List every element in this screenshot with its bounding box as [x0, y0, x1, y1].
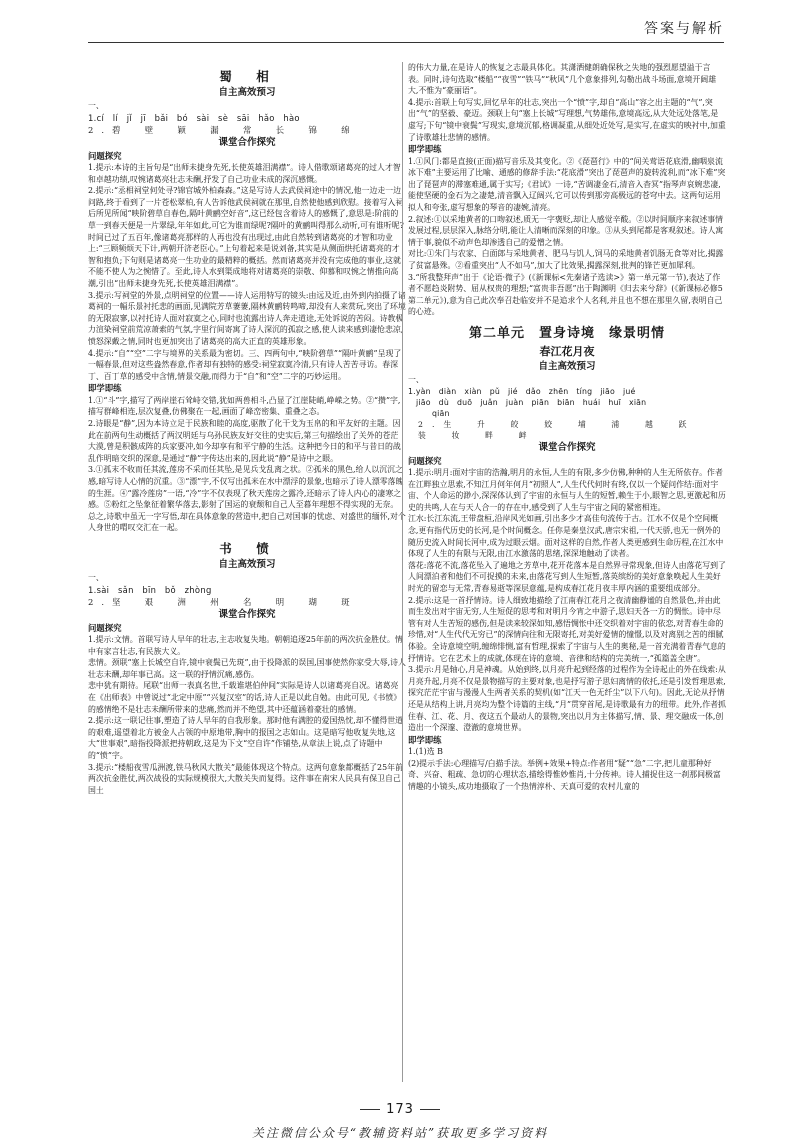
exercise-2: 2.诗眼是“静”,因为本诗立足于民族和睦的高度,驱散了化干戈为玉帛的和平友好的主题。因此在前两句生动概括了两汉明廷与乌孙民族友好交往的史实后,第三句描绘出了关外的苍茫大漠,曾是积骸成阵的兵家要冲,如今却享有和平宁静的生活。这种把今日的和平与昔日的战乱作明暗交织的深意,是通过“静”字传达出来的,因此说“静”是诗中之眼。	[88, 419, 401, 463]
section-yi: 一、	[88, 101, 104, 110]
qa-heading-3: 问题探究	[408, 455, 442, 466]
answer-q2: 2.提示:“丞相祠堂何处寻?锦官城外柏森森。”这是写诗人去武侯祠途中的情况,他一边走一边问路,终于看到了一片苍松翠柏,有人告诉他武侯祠就在那里,自然使他感到欣慰。接着写入祠后所见所闻“映阶碧草自春色,隔叶黄鹂空好音”,这已经包含着诗人的感慨了,意思是:阶前的草一到春天便是一片翠绿,年年如此,可它为谁而绿呢?隔叶的黄鹂叫得那么动听,可有谁听呢?时间已过了五百年,像诸葛亮那样的人再也没有出现过,由此自然转到诸葛亮的才智和功业上:“三顾频烦天下计,两朝开济老臣心。”上句着起来是说刘备,其实是从侧面烘托诸葛亮的才智和抱负;下句则是诸葛亮一生功业的最精粹的概括。然而诸葛亮并没有完成他的事业,这就不能不使人为之惋惜了。至此,诗人水到渠成地将对诸葛亮的崇敬、仰慕和叹惋之情推向高潮,引出“出师未捷身先死,长使英雄泪满襟”。	[88, 186, 404, 289]
exercise-cj-1: 1.(1)选 B	[408, 747, 443, 757]
answer-shufen-3-cont: 的伟大力量,在是诗人的恢复之志最具体化。其潇洒健朗确保秋之失地的强烈愿望溢于言表。同时,诗句选取“楼船”“夜雪”“铁马”“秋风”几个意象排列,勾勒出战斗场面,意境开阔雄大,不惟为“豪丽语”。	[408, 63, 717, 96]
section-yi-3: 一、	[408, 374, 424, 384]
section-yi-2: 一、	[88, 573, 104, 582]
answer-cj-1c: 落花:落花不流,落花坠入了遍地之芳草中,花开花落本是自然界寻常现象,但诗人由落花写到了人间漂泊者和他们不可捉摸的未来,由落花写到人生短暂,落英缤纷的美好意象唤起人生美好时光的留恋与无常,青春易逝等深层意蕴,是构成春江花月夜丰厚内涵的重要组成部分。	[408, 560, 726, 593]
class-heading-2: 课堂合作探究	[218, 608, 276, 620]
exercise-1: 1.①“斗”字,描写了两岸崖石耸峙交错,犹如两兽相斗,凸显了江崖陡峭,峥嵘之势。②“攒”字,描写群峰相连,层次复叠,仿佛聚在一起,画面了峰峦密集、重叠之态。	[88, 395, 401, 417]
pinyin-answers: 1.cí lí jǐ jī bǎi bó sài sè sāi hǎo hào	[88, 112, 300, 123]
page-number	[0, 1102, 800, 1117]
right-column	[408, 62, 726, 1082]
preview-heading-2: 自主高效预习	[218, 559, 276, 570]
page-number-text: 173	[386, 1102, 414, 1117]
answer-cj-2: 2.提示:这是一首抒情诗。诗人细致地描绘了江南春江花月之夜清幽静谧的自然景色,并由此而生发出对宇宙无穷,人生短促的思考和对明月今宵之中游子,思妇天各一方的惆怅。诗中尽管有对人生苦短的感伤,但是读来较深如知,感悟惆怅中还交织着对宇宙的依恋,对青春生命的珍惜,对“人生代代无穷已”的深情向往和无限寄托,对美好爱情的憧憬,以及对离别之苦的细腻体验。全诗意境空明,缠绵悱恻,富有哲理,探索了宇宙与人生的奥秘,是一首充满着青春气息的抒情诗。它在艺术上的成就,体现在诗的意境、音律和结构的完美统一,“孤篇盖全唐”。	[408, 595, 726, 663]
exercise-cj-2: (2)提示手法:心理描写/白描手法。举例+效果+特点:作者用“疑”“急”二字,把儿童那种好奇、兴奋、粗疏、急切的心理状态,描绘得惟妙惟肖,十分传神。诗人捕捉住这一刹那间极富情趣的小镜头,成功地摄取了一个热情淳朴、天真可爱的农村儿童的	[408, 758, 721, 791]
lesson-title-shufen: 书 愤	[219, 541, 275, 556]
class-heading-3: 课堂合作探究	[538, 441, 596, 453]
qa-heading-2: 问题探究	[88, 622, 122, 633]
answer-shufen-4: 4.提示:首联上句写实,回忆早年的壮志,突出一个“愤”字,却自“高山”容之出主题的“气”,突出“气”的坚毅、豪迈。颈联上句“塞上长城”写理想,气势雄伟,意境高远,从大处远处落笔,是虚写;下句“镜中衰鬓”写现实,意境沉郁,格调凝重,从细处近处写,是实写,在虚实的映衬中,加重了诗歌雄壮悲情的感情。	[408, 97, 726, 142]
left-column	[88, 62, 406, 1082]
pinyin-row-3: qiān	[432, 408, 450, 418]
lesson-title-shuxiang: 蜀 相	[219, 69, 275, 84]
answer-q4: 4.提示:“自”“空”二字与境界的关系最为密切。三、四两句中,“映阶碧草”“隔叶黄鹂”呈现了一幅春景,但对这些盎然春意,作者却有独特的感受:祠堂寂寞冷清,只有诗人苦苦寻访。春深丁、百丁草的感受中含情,情景交融,而得力于“自”和“空”二字的巧妙运用。	[88, 348, 402, 381]
preview-heading: 自主高效预习	[218, 87, 276, 98]
answer-shufen-1c: 悲中犹有期待。尾联“出师一表真名世,千载谁堪伯仲间”实际是诗人以诸葛亮自况。诸葛亮在《出师表》中曾说过“北定中原”“兴复汉室”的话,诗人正是以此自勉。由此可见,《书愤》的感情绝不是壮志未酬所带来的悲痛,然而并不绝望,其中还蕴涵着豪壮的感情。	[88, 681, 402, 714]
pinyin-row-2: jiāo dù duō juǎn juàn piān biān huái huī xiān	[416, 397, 647, 407]
exercise-heading-2: 即学即练	[408, 144, 442, 155]
lesson-title-chunjiang: 春江花月夜	[539, 344, 595, 358]
hanzi-row: 2.生 升 皎 姣 埔 浦 越 跃 装 妆 畔 衅	[418, 419, 713, 440]
answer-cj-3: 3.提示:月是轴心,月是神魂。从始到终,以月亮升起到经落的过程作为全诗起止的外在线索:从月亮升起,月亮不仅是景物描写的主要对象,也是抒写游子思妇离情的依托,还是引发哲理思索,探究茫茫宇宙与漫漫人生两者关系的契机(如“江天一色无纤尘”以下八句)。因此,无论从抒情还是从结构上讲,月亮均为整个诗篇的主线,“月”贯穿首尾,是诗歌最有力的纽带。此外,作者抓住春、江、花、月、夜这五个最动人的景物,突出以月为主体描写,情、景、理交融成一体,创造出一个深邃、澄澈的意境世界。	[408, 665, 726, 733]
exercise-3: 3.①孤末不收而任其流,莲房不采而任其坠,是见兵戈乱离之状。②孤米的黑色,给人以沉沉之感,暗写诗人心情的沉重。③“漂”字,不仅写出孤米在水中漂浮的景象,也暗示了诗人漂零落魄的生涯。④“露冷莲房”一语,“冷”字不仅表现了秋天莲房之露冷,还暗示了诗人内心的凄寒之感。⑤粉红之坠象征着繁华落去,影射了国运的衰颓和自己人至暮年理想不得实现的无奈。总之,诗歌中虽无一字写悟,却在具体意象的营造中,把自己对国事的忧虑、对盛世的缅怀,对个人身世的喟叹交汇在一起。	[88, 465, 406, 533]
exercise-r1: 1.①风门:都是直接(正面)描写音乐及其变化。②《琵琶行》中的“间关莺语花底滑,幽咽泉流冰下难”主要运用了比喻、通感的修辞手法:“花底滑”突出了琵琶声的旋转流利,而“冰下难”突出了琵琶声的滞塞难通,属于实写;《君试》一诗,“苦调凄金石,清音入杳冥”指琴声哀婉悲凄,能使坚硬的金石为之凄楚,清音飘入辽阔兴,它可以传到那旁高极远的苍穹中去。这两句运用拟人和夸张,虚写想象的琴音的凄婉,清亮。	[408, 156, 726, 213]
footer-note: 关注微信公众号“教辅资料站”获取更多学习资料	[251, 1126, 549, 1140]
page-number-dash-right	[420, 1109, 440, 1110]
hanzi-answers-2: 2.坚 艰 洲 州 名 明 瑚 斑	[88, 596, 358, 607]
pinyin-answers-2: 1.sài sǎn bīn bǒ zhòng	[88, 584, 212, 595]
unit-title: 第二单元 置身诗境 缘景明情	[468, 325, 665, 341]
page-header	[0, 0, 800, 48]
qa-heading: 问题探究	[88, 150, 122, 161]
answer-cj-1: 1.提示:明月:面对宇宙的浩瀚,明月的永恒,人生的有限,多少仿佛,种种的人生无所依存。作者在江畔独立思索,不知江月何年何月“初照人”,人生代代何时有终,仅以一个疑问作结:面对宇宙、个人命运的渺小,深深体认到了宇宙的永恒与人生的短暂,赖生于小,眼智之思,更激起和历史的共鸣,人在与天人合一的存在中,感受到了人生与宇宙之间的紧密相连。	[408, 468, 726, 512]
header-title: 答案与解析	[644, 21, 724, 37]
answer-shufen-3: 3.提示:“楼船夜雪瓜洲渡,铁马秋风大散关”最能体现这个特点。这两句意象都概括了25年前两次抗金胜仗,两次战役的实际规模很大,大散关失而复得。这件事在南宋人民具有保卫自己国土	[88, 762, 403, 795]
preview-heading-3: 自主高效预习	[538, 360, 596, 372]
answer-q1: 1.提示:本诗的主旨句是“出师未捷身先死,长使英雄泪满襟”。诗人借歌颂诸葛亮的过人才智和卓越功绩,叹惋诸葛亮壮志未酬,抒发了自己功业未成的深沉感慨。	[88, 163, 401, 184]
hanzi-answers: 2.碧 壁 颖 漏 常 长 锦 绵	[88, 124, 358, 135]
exercise-heading-3: 即学即练	[408, 734, 442, 745]
exercise-r2b: 对比:①朱门与农家、白面郎与采地黄者、肥马与饥人,饲马的采地黄者饥肠无食等对比,揭露了贫富悬殊。②看重突出“人不如马”,加大了比效果,揭露深刻,批判的锋芒更加犀利。	[408, 249, 724, 270]
column-divider	[402, 62, 403, 1082]
class-heading: 课堂合作探究	[218, 136, 276, 148]
exercise-heading: 即学即练	[88, 383, 122, 394]
page-number-dash-left	[360, 1109, 380, 1110]
pinyin-row-1: 1.yàn diàn xiàn pǔ jié dǎo zhēn tíng jiāo jué	[408, 386, 636, 396]
exercise-r3: 3.“所我整拜声”出于《论语·微子》(《新课标<先秦诸子选读>》第一单元第一节),表达了作者不愿趋炎附势、屈从权贵的理想;“富贵非吾愿”出于陶渊明《归去来兮辞》(《新课标必修5第二单元》),意为自己此次奉召赴临安并不是追求个人名利,并且也不想在那里久留,表明自己的心迹。	[408, 272, 723, 317]
answer-shufen-2: 2.提示:这一联记往事,塑造了诗人早年的自我形象。那时他有满腔的爱国热忱,却不懂得世道的艰难,遥望着北方被金人占领的中原地带,胸中的报国之志如山。这是暗写他收复失地,这大“世事艰”,暗指投降派把持朝政,这是为下文“空自许”作铺垫,从章法上说,点了诗题中的“愤”字。	[88, 716, 404, 761]
header-rule	[88, 42, 724, 43]
answer-shufen-1b: 悲情。颈联“塞上长城空自许,镜中衰鬓已先斑”,由于投降派的误国,国事使然你家受大辱,诗人壮志未酬,却年事已高。这一联的抒情沉痛,感伤。	[88, 658, 406, 679]
answer-q3: 3.提示:写祠堂的外景,点明祠堂的位置——诗人运用特写的镜头:由远及近,由外到内拍摄了诸葛祠的一幅乐景衬托悲的画面,见满院芳草萋萋,隔林黄鹂转鸣啼,却没有人来赏玩,突出了环境的无限寂寥,以衬托诗人面对寂寞之心,同时也流露出诗人奔走道途,无处诉说的苦闷。诗教极力渲染祠堂前荒凉萧索的气氛,字里行间寄寓了诗人深沉的孤寂之感,使人读来感到凄怆悲凉,愤怒深戴之情,同时也更加突出了诸葛亮的高大正直的英雄形象。	[88, 290, 406, 346]
answer-shufen-1: 1.提示:文情。首联写诗人早年的壮志,主志收复失地。朝朝追逐25年前的两次抗金胜仗。情中有家言壮志,有民族大义。	[88, 635, 403, 656]
exercise-r2: 2.叙述:①以采地黄者的口吻叙述,质无一字褒贬,却让人感觉辛酸。②以时间顺序来叙述事情发展过程,层层深入,脉络分明,能让人清晰而深刻的印象。③从头到尾都是客观叙述。诗人寓情于事,貌似不动声色却渗透自己的爱憎之情。	[408, 214, 724, 247]
answer-cj-1b: 江水:长江东流,王带盘桓,沿岸风光如画,引出多少才高佳句流传于古。江水不仅是个空间概念,更有指代历史的长河,是个时间概念。任你是秦皇汉武,唐宗宋祖,一代天骄,也无一例外的随历史流入时间长河中,成为过眼云烟。面对这样的自然,作者人类更感到生命历程,在江水中体现了人生的有限与无限,由江水激荡的思绪,深深地触动了读者。	[408, 514, 724, 559]
